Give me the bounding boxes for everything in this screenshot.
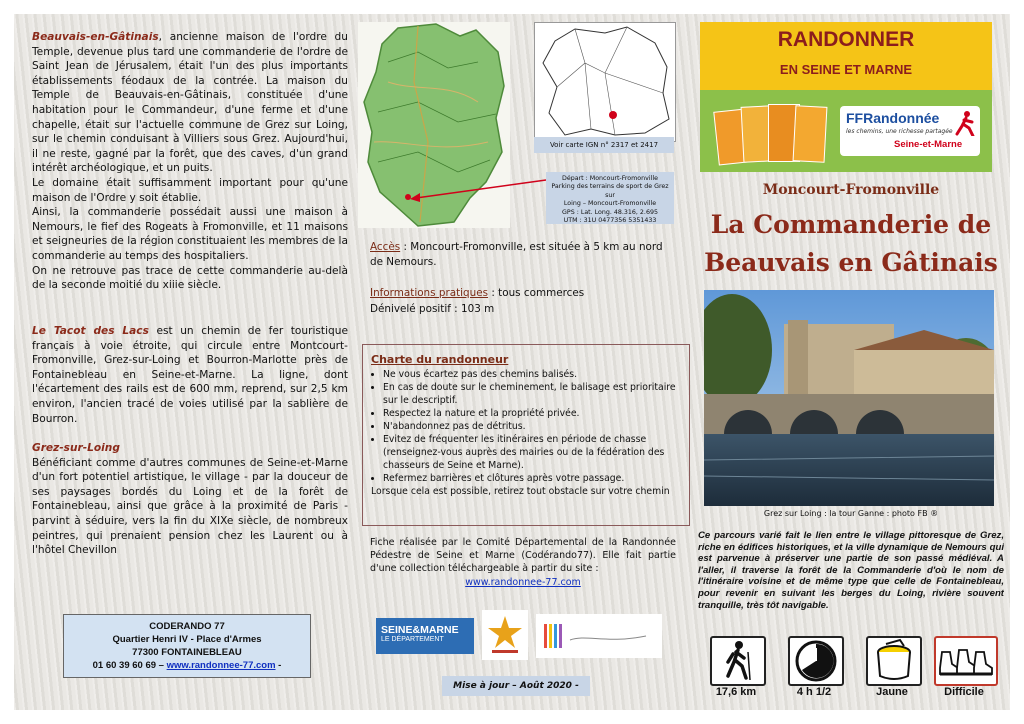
charter-item: • Ne vous écartez pas des chemins balisés. [383, 368, 681, 381]
charter-item: • Refermez barrières et clôtures après votre passage. [383, 472, 681, 485]
clock-icon [788, 636, 844, 686]
charter-title: Charte du randonneur [371, 353, 509, 366]
beauvais-paragraph-4: On ne retrouve pas trace de cette commanderie au-delà de la seconde moitié du xiiie siècle. [32, 264, 348, 292]
left-column [32, 14, 348, 710]
credits-website-link[interactable]: www.randonnee-77.com [465, 577, 581, 588]
beauvais-paragraph: Beauvais-en-Gâtinais, ancienne maison de l'ordre du Temple, devenue plus tard une commanderie de l'ordre de Saint Jean de Jérusalem, était l'un des plus importants établissements féodaux de la contrée. La maison du Temple de Beauvais-en-Gâtinais, constituée d'une habitation pour le Commandeur, d'une ferme et d'une chapelle, était sur l'actuelle commune de Grez sur Loing, sur le chemin conduisant à Villiers sous Grez. Aujourd'hui, il ne reste, gagné par la forêt, que des caves, d'un grand intérêt archéologique, et un puits. [32, 31, 348, 175]
grez-title: Grez-sur-Loing [32, 442, 120, 454]
contact-website-link[interactable]: www.randonnee-77.com [166, 660, 276, 671]
brochure-sheet [14, 14, 1010, 710]
beauvais-paragraph-2: Le domaine était suffisamment important pour qu'une maison de l'Ordre y soit établie. [32, 176, 348, 204]
beauvais-title: Beauvais-en-Gâtinais [32, 31, 159, 43]
charter-item: • En cas de doute sur le cheminement, le balisage est prioritaire sur le descriptif. [383, 381, 681, 407]
access-paragraph: Accès : Moncourt-Fromonville, est située à 5 km au nord de Nemours. [370, 241, 663, 268]
beauvais-paragraph-3: Ainsi, la commanderie possédait aussi une maison à Nemours, le fief des Rogeats à Fromonville, et 11 maisons et seigneuries de la région constituaient les membres de la commanderie au temps des hospitaliers. [32, 206, 348, 262]
charter-list [371, 368, 681, 485]
walker-logo-icon [954, 110, 976, 136]
seine-et-marne-marker [609, 111, 617, 119]
duration-label: 4 h 1/2 [796, 686, 832, 698]
boots-icon [934, 636, 998, 686]
photo-caption: Grez sur Loing : la tour Ganne : photo FB ® [763, 509, 939, 518]
access-label: Accès [370, 241, 401, 253]
contact-address: Quartier Henri IV - Place d'Armes [112, 634, 262, 645]
tacot-title: Le Tacot des Lacs [32, 325, 149, 337]
page-title-line2: Beauvais en Gâtinais [704, 248, 998, 277]
middle-column [354, 14, 680, 710]
route-description: Ce parcours varié fait le lien entre le village pittoresque de Grez, riche en édifices historiques, et la ville dynamique de Nemours qui est parvenue à préserver une partie de son passé médiéval. A l'aller, il traverse la forêt de la Commanderie d'où le nom de l'itinéraire voisine et de même type que celle de Fontainebleau, pour revenir en suivant les berges du Loing, rivière souvent tranquille, très tôt navigable. [698, 530, 1004, 611]
page-title-line1: La Commanderie de [710, 210, 992, 239]
elevation-gain: Dénivelé positif : 103 m [370, 303, 495, 315]
contact-box [63, 614, 311, 678]
start-pointer-arrow [408, 174, 548, 204]
grez-paragraph: Bénéficiant comme d'autres communes de Seine-et-Marne d'un fort potentiel artistique, le village - par la douceur de ses paysages bordés du Loing et de la forêt de Fontainebleau, ainsi que grâce à la proximité de Paris - parvint à séduire, vers la fin du XIXe siècle, de nombreux peintres, qui prenaient pension chez les Laurent ou à l'hôtel Chevillon [32, 456, 348, 557]
map-caption: Voir carte IGN n° 2317 et 2417 [534, 137, 674, 153]
paint-pot-icon [866, 636, 922, 686]
distance-label: 17,6 km [715, 686, 757, 698]
banner-title: RANDONNER [777, 28, 915, 51]
charter-item: • Respectez la nature et la propriété privée. [383, 407, 681, 420]
practical-info-label: Informations pratiques [370, 287, 489, 299]
charter-footer: Lorsque cela est possible, retirez tout obstacle sur votre chemin [371, 486, 670, 497]
banner [700, 22, 992, 172]
contact-city: 77300 FONTAINEBLEAU [132, 647, 242, 658]
pays-de-nemours-logo [536, 614, 662, 658]
ffrandonnee-logo: FFRandonnée les chemins, une richesse partagée Seine-et-Marne [840, 106, 980, 156]
charter-item: • Evitez de fréquenter les itinéraires en période de chasse (renseignez-vous auprès des mairies ou de la fédération des chasseurs de Seine et Marne). [383, 433, 681, 472]
update-badge: Mise à jour – Août 2020 - [442, 676, 590, 696]
route-stats [698, 636, 1004, 706]
difficulty-label: Difficile [944, 686, 984, 698]
tower-photo-svg [704, 290, 994, 506]
charter-item: • N'abandonnez pas de détritus. [383, 420, 681, 433]
france-map-svg [535, 23, 675, 141]
practical-info: Informations pratiques : tous commerces [370, 287, 585, 299]
star-emblem-icon [482, 610, 528, 660]
hiker-charter-box [362, 344, 690, 526]
commune-logo [482, 610, 528, 660]
credits-link-row [370, 577, 676, 588]
tower-photo [704, 290, 994, 506]
tacot-paragraph: Le Tacot des Lacs est un chemin de fer touristique français à voie étroite, qui circule entre Montcourt-Fromonville, Grez-sur-Loing et Bourron-Marlotte près de Fontainebleau en Seine-et-Marne. La ligne, dont l'écartement des rails est de 600 mm, reprend, sur 2,5 km environ, l'ancien tracé de voies utilisé par la sablière de Bourron. [32, 325, 348, 425]
location-heading: Moncourt-Fromonville [762, 182, 940, 198]
departure-info-box: Départ : Moncourt-Fromonville Parking des terrains de sport de Grez sur Loing – Moncourt-Fromonville GPS : Lat. Long. 48.316, 2.695 UTM : 31U 0477356 5351433 [546, 172, 674, 224]
seine-et-marne-logo: SEINE&MARNE LE DÉPARTEMENT [376, 618, 474, 654]
contact-phone-line: 01 60 39 60 69 – www.randonnee-77.com - [92, 660, 282, 671]
marking-label: Jaune [876, 686, 908, 698]
credits-paragraph: Fiche réalisée par le Comité Départemental de la Randonnée Pédestre de Seine et Marne (Codérando77). Elle fait partie d'une collection téléchargeable à partir du site : [370, 537, 676, 574]
hiker-icon [710, 636, 766, 686]
banner-subtitle: EN SEINE ET MARNE [779, 62, 913, 77]
france-map [534, 22, 676, 142]
contact-name: CODERANDO 77 [149, 621, 225, 632]
guide-books-image [716, 102, 826, 164]
nemours-emblem-icon [536, 614, 662, 658]
right-column [698, 14, 1004, 710]
